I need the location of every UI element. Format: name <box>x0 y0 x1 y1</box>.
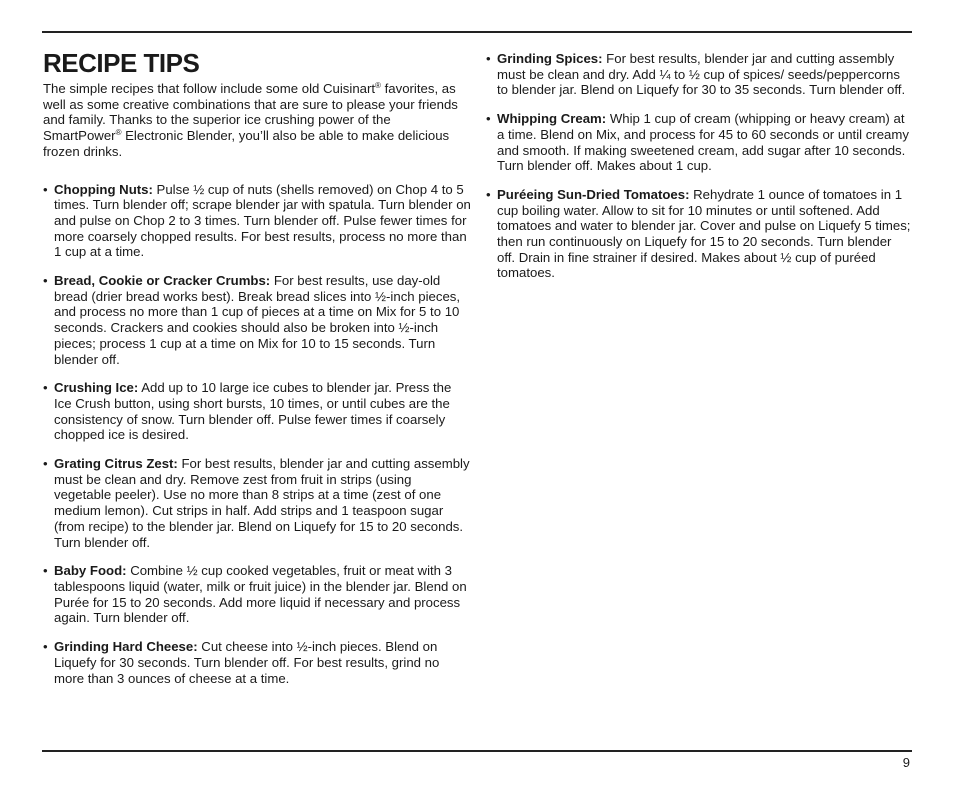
tip-text: For best results, blender jar and cutting assembly must be clean and dry. Remove zest from fruit in strips (using vegetable peeler). Use no more than 8 strips at a time (zest of one medium lemon). Cut strips in half. Add strips and 1 teaspoon sugar (from recipe) to the blender jar. Blend on Liquefy for 15 to 20 seconds. Turn blender off. <box>54 456 470 550</box>
tip-crumbs <box>43 273 471 367</box>
tip-title: Chopping Nuts: <box>54 181 153 197</box>
tips-list-left <box>43 182 471 687</box>
intro-text-1: The simple recipes that follow include some old Cuisinart <box>43 81 376 96</box>
tip-text: Rehydrate 1 ounce of tomatoes in 1 cup boiling water. Allow to sit for 10 minutes or until softened. Add tomatoes and water to blender jar. Cover and pulse on Liquefy 5 times; then run continuously on Liquefy for 15 to 20 seconds. Turn blender off. Drain in fine strainer if desired. Makes about ½ cup of puréed tomatoes. <box>497 186 911 281</box>
tip-text: For best results, use day-old bread (drier bread works best). Break bread slices into ½-inch pieces, and process no more than 1 cup of pieces at a time on Mix for 5 to 10 seconds. Crackers and cookies should also be broken into ½-inch pieces; process 1 cup at a time on Mix for 10 to 15 seconds. Turn blender off. <box>54 273 461 367</box>
bullet: • <box>486 51 491 66</box>
bullet: • <box>43 380 48 396</box>
registered-mark: ® <box>375 81 381 90</box>
intro-text-3: Electronic Blender, you’ll also be able to make delicious frozen drinks. <box>43 128 450 159</box>
tip-text: Add up to 10 large ice cubes to blender jar. Press the Ice Crush button, using short bursts, 10 times, or until cubes are the consistency of snow. Turn blender off. Pulse fewer times if coarsely chopped ice is desired. <box>54 380 452 443</box>
bullet: • <box>43 456 48 472</box>
intro-text-2: favorites, as well as some creative combinations that are sure to please your friends and family. Thanks to the superior ice crushing power of the SmartPower <box>43 81 458 144</box>
bullet: • <box>43 273 48 289</box>
tip-title: Crushing Ice: <box>54 380 139 396</box>
tip-crushing-ice <box>43 380 471 443</box>
registered-mark: ® <box>115 128 122 138</box>
bottom-rule <box>42 750 912 752</box>
tip-text: Pulse ½ cup of nuts (shells removed) on Chop 4 to 5 times. Turn blender off; scrape blender jar with spatula. Turn blender on and pulse on Chop 2 to 3 times. Turn blender off. Pulse fewer times for more coarsely chopped results. For best results, process no more than 1 cup at a time. <box>54 181 471 260</box>
tip-chopping-nuts <box>43 182 471 261</box>
tip-whipping-cream <box>486 111 912 174</box>
page-number: 9 <box>902 755 910 770</box>
tip-title: Baby Food: <box>54 563 127 579</box>
tip-grinding-spices <box>486 51 912 98</box>
top-rule <box>42 31 912 33</box>
tip-title: Grinding Hard Cheese: <box>54 639 198 655</box>
intro-paragraph <box>43 81 471 160</box>
page-title: RECIPE TIPS <box>43 48 200 78</box>
bullet: • <box>43 181 48 197</box>
tip-title: Grating Citrus Zest: <box>54 456 178 472</box>
tip-title: Bread, Cookie or Cracker Crumbs: <box>54 273 271 289</box>
tip-text: For best results, blender jar and cutting assembly must be clean and dry. Add ¼ to ½ cup of spices/ seeds/peppercorns to blender jar. Blend on Liquefy for 30 to 35 seconds. Turn blender off. <box>497 51 906 98</box>
bullet: • <box>486 111 491 127</box>
tip-hard-cheese <box>43 639 471 686</box>
bullet: • <box>43 563 48 579</box>
tip-title: Puréeing Sun-Dried Tomatoes: <box>497 186 690 202</box>
left-column <box>43 48 471 699</box>
tip-citrus-zest <box>43 456 471 550</box>
right-column <box>486 51 912 294</box>
tip-text: Combine ½ cup cooked vegetables, fruit or meat with 3 tablespoons liquid (water, milk or fruit juice) in the blender jar. Blend on Purée for 15 to 20 seconds. Add more liquid if necessary and process again. Turn blender off. <box>54 563 467 626</box>
tip-text: Cut cheese into ½-inch pieces. Blend on Liquefy for 30 seconds. Turn blender off. For best results, grind no more than 3 ounces of cheese at a time. <box>54 639 440 686</box>
tip-text: Whip 1 cup of cream (whipping or heavy cream) at a time. Blend on Mix, and process for 45 to 60 seconds or until creamy and smooth. If making sweetened cream, add sugar after 10 seconds. Turn blender off. Makes about 1 cup. <box>497 111 909 174</box>
tip-sun-dried-tomatoes <box>486 187 912 281</box>
tip-baby-food <box>43 563 471 626</box>
bullet: • <box>43 639 48 655</box>
tip-title: Grinding Spices: <box>497 51 603 66</box>
tips-list-right <box>486 51 912 281</box>
bullet: • <box>486 186 491 202</box>
tip-title: Whipping Cream: <box>497 111 607 127</box>
